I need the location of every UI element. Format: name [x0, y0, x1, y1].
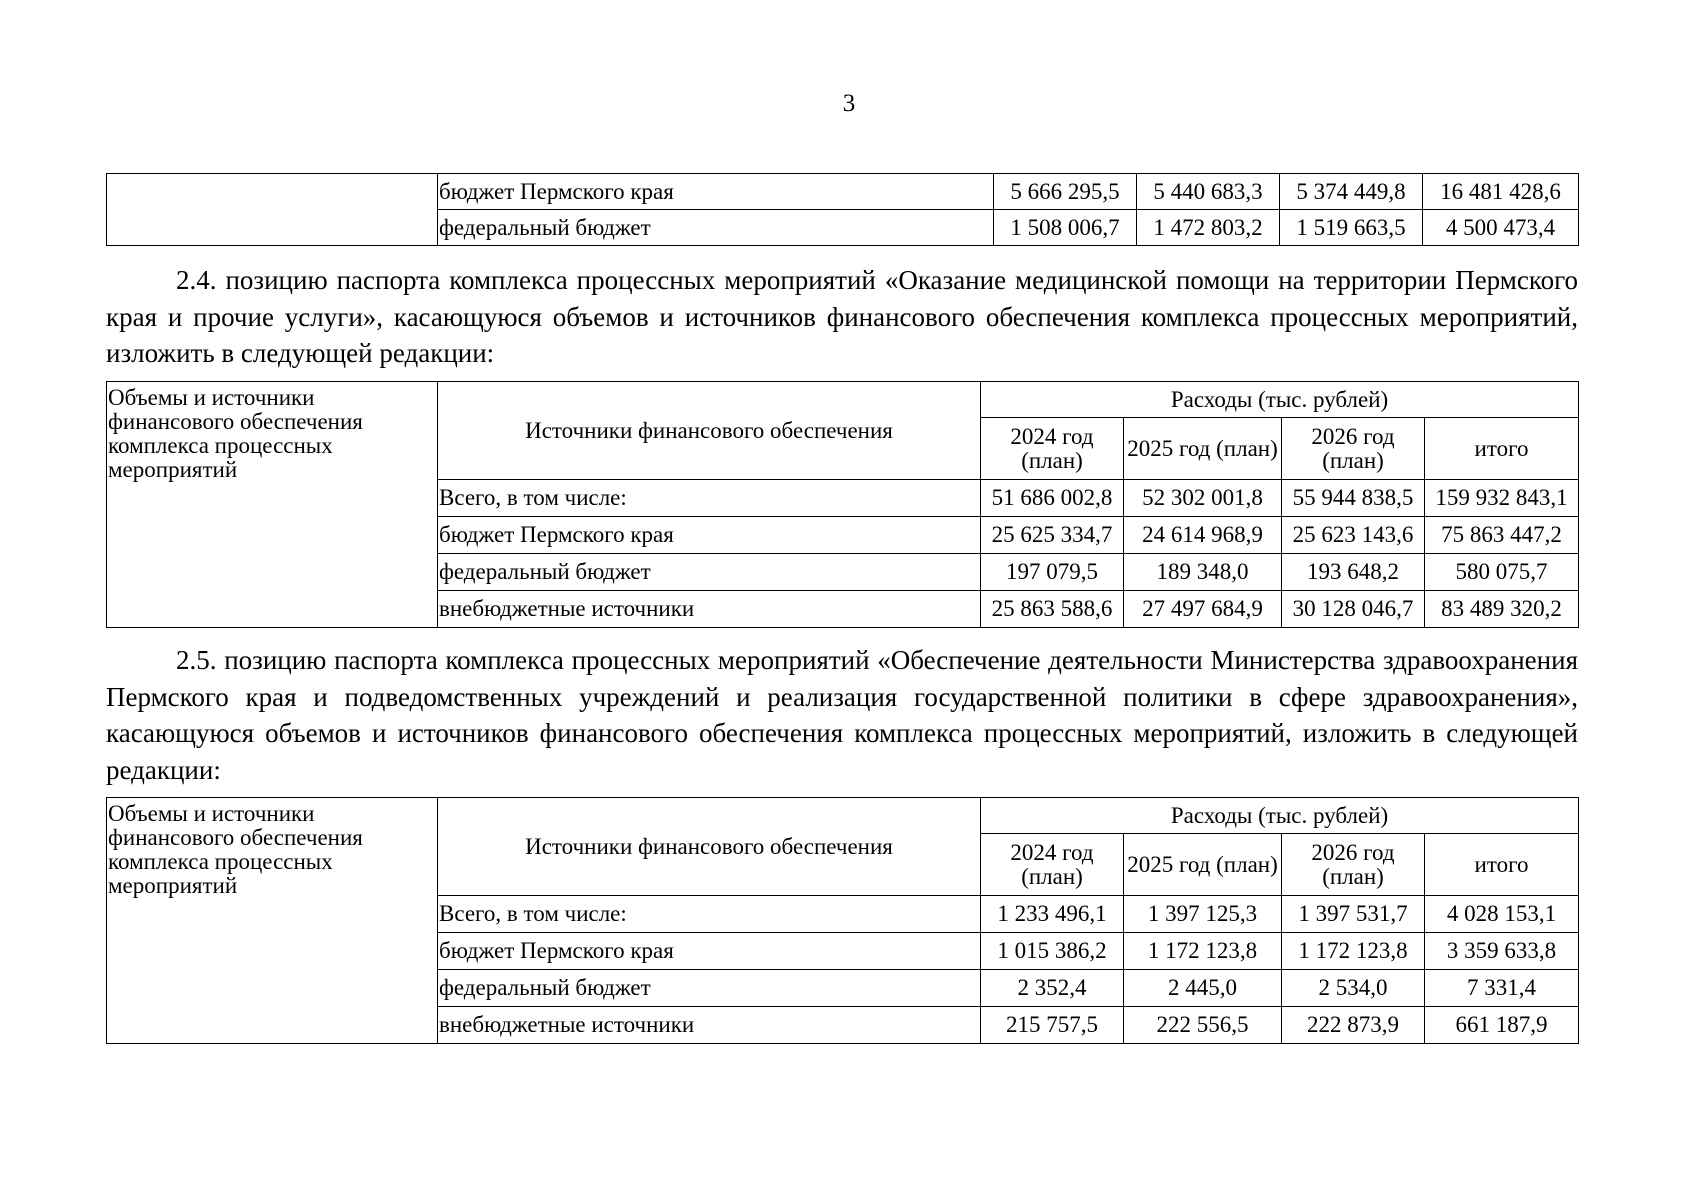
- source-cell: внебюджетные источники: [438, 1007, 981, 1044]
- source-cell: Всего, в том числе:: [438, 480, 981, 517]
- sources-header: Источники финансового обеспечения: [438, 382, 981, 480]
- value-2026: 1 397 531,7: [1282, 896, 1425, 933]
- source-cell: федеральный бюджет: [438, 970, 981, 1007]
- value-total: 83 489 320,2: [1425, 591, 1579, 628]
- value-2026: 222 873,9: [1282, 1007, 1425, 1044]
- col-2026-header: 2026 год (план): [1282, 418, 1425, 480]
- paragraph-2-5: 2.5. позицию паспорта комплекса процессных мероприятий «Обеспечение деятельности Министерства здравоохранения Пермского края и подведомственных учреждений и реализация государственной политики в сфере здравоохранения», касающуюся объемов и источников финансового обеспечения комплекса процессных мероприятий, изложить в следующей редакции:: [106, 645, 1578, 785]
- value-2026: 25 623 143,6: [1282, 517, 1425, 554]
- col-2025-header: 2025 год (план): [1124, 418, 1282, 480]
- continuation-table: [106, 173, 1579, 246]
- value-2025: 27 497 684,9: [1124, 591, 1282, 628]
- value-2025: 222 556,5: [1124, 1007, 1282, 1044]
- value-2025: 24 614 968,9: [1124, 517, 1282, 554]
- col-2025-header: 2025 год (план): [1124, 834, 1282, 896]
- value-2025: 1 397 125,3: [1124, 896, 1282, 933]
- source-cell: внебюджетные источники: [438, 591, 981, 628]
- value-2024: 215 757,5: [981, 1007, 1124, 1044]
- value-2025: 5 440 683,3: [1137, 174, 1280, 210]
- finance-table-2-4: [106, 381, 1579, 628]
- col-total-header: итого: [1425, 834, 1579, 896]
- row-header-cell: Объемы и источники финансового обеспечения комплекса процессных мероприятий: [107, 382, 438, 628]
- row-header-cell: Объемы и источники финансового обеспечения комплекса процессных мероприятий: [107, 798, 438, 1044]
- value-2026: 30 128 046,7: [1282, 591, 1425, 628]
- source-cell: бюджет Пермского края: [438, 517, 981, 554]
- value-total: 7 331,4: [1425, 970, 1579, 1007]
- value-2026: 2 534,0: [1282, 970, 1425, 1007]
- value-2026: 1 172 123,8: [1282, 933, 1425, 970]
- value-total: 4 028 153,1: [1425, 896, 1579, 933]
- value-2026: 1 519 663,5: [1280, 210, 1423, 246]
- value-total: 3 359 633,8: [1425, 933, 1579, 970]
- finance-table-2-5: [106, 797, 1579, 1044]
- page-number: 3: [842, 90, 856, 117]
- expenses-header: Расходы (тыс. рублей): [981, 382, 1579, 418]
- empty-cell: [107, 174, 438, 246]
- table-header-row: [107, 382, 1579, 418]
- value-2025: 189 348,0: [1124, 554, 1282, 591]
- table-header-row: [107, 798, 1579, 834]
- value-2024: 2 352,4: [981, 970, 1124, 1007]
- expenses-header: Расходы (тыс. рублей): [981, 798, 1579, 834]
- value-2026: 55 944 838,5: [1282, 480, 1425, 517]
- table-row: [107, 174, 1579, 210]
- sources-header: Источники финансового обеспечения: [438, 798, 981, 896]
- value-total: 16 481 428,6: [1423, 174, 1579, 210]
- value-2026: 193 648,2: [1282, 554, 1425, 591]
- source-cell: федеральный бюджет: [438, 210, 994, 246]
- value-2024: 1 233 496,1: [981, 896, 1124, 933]
- source-cell: Всего, в том числе:: [438, 896, 981, 933]
- value-2026: 5 374 449,8: [1280, 174, 1423, 210]
- col-2024-header: 2024 год (план): [981, 418, 1124, 480]
- value-2024: 1 015 386,2: [981, 933, 1124, 970]
- value-total: 75 863 447,2: [1425, 517, 1579, 554]
- value-2025: 1 472 803,2: [1137, 210, 1280, 246]
- value-total: 159 932 843,1: [1425, 480, 1579, 517]
- col-2026-header: 2026 год (план): [1282, 834, 1425, 896]
- paragraph-2-4: 2.4. позицию паспорта комплекса процессных мероприятий «Оказание медицинской помощи на территории Пермского края и прочие услуги», касающуюся объемов и источников финансового обеспечения комплекса процессных мероприятий, изложить в следующей редакции:: [106, 265, 1578, 368]
- value-total: 4 500 473,4: [1423, 210, 1579, 246]
- col-2024-header: 2024 год (план): [981, 834, 1124, 896]
- source-cell: бюджет Пермского края: [438, 933, 981, 970]
- value-2024: 25 863 588,6: [981, 591, 1124, 628]
- value-2024: 5 666 295,5: [994, 174, 1137, 210]
- value-2024: 1 508 006,7: [994, 210, 1137, 246]
- value-2024: 197 079,5: [981, 554, 1124, 591]
- value-2024: 25 625 334,7: [981, 517, 1124, 554]
- value-total: 580 075,7: [1425, 554, 1579, 591]
- value-2025: 52 302 001,8: [1124, 480, 1282, 517]
- source-cell: федеральный бюджет: [438, 554, 981, 591]
- value-2024: 51 686 002,8: [981, 480, 1124, 517]
- value-2025: 2 445,0: [1124, 970, 1282, 1007]
- value-2025: 1 172 123,8: [1124, 933, 1282, 970]
- source-cell: бюджет Пермского края: [438, 174, 994, 210]
- col-total-header: итого: [1425, 418, 1579, 480]
- value-total: 661 187,9: [1425, 1007, 1579, 1044]
